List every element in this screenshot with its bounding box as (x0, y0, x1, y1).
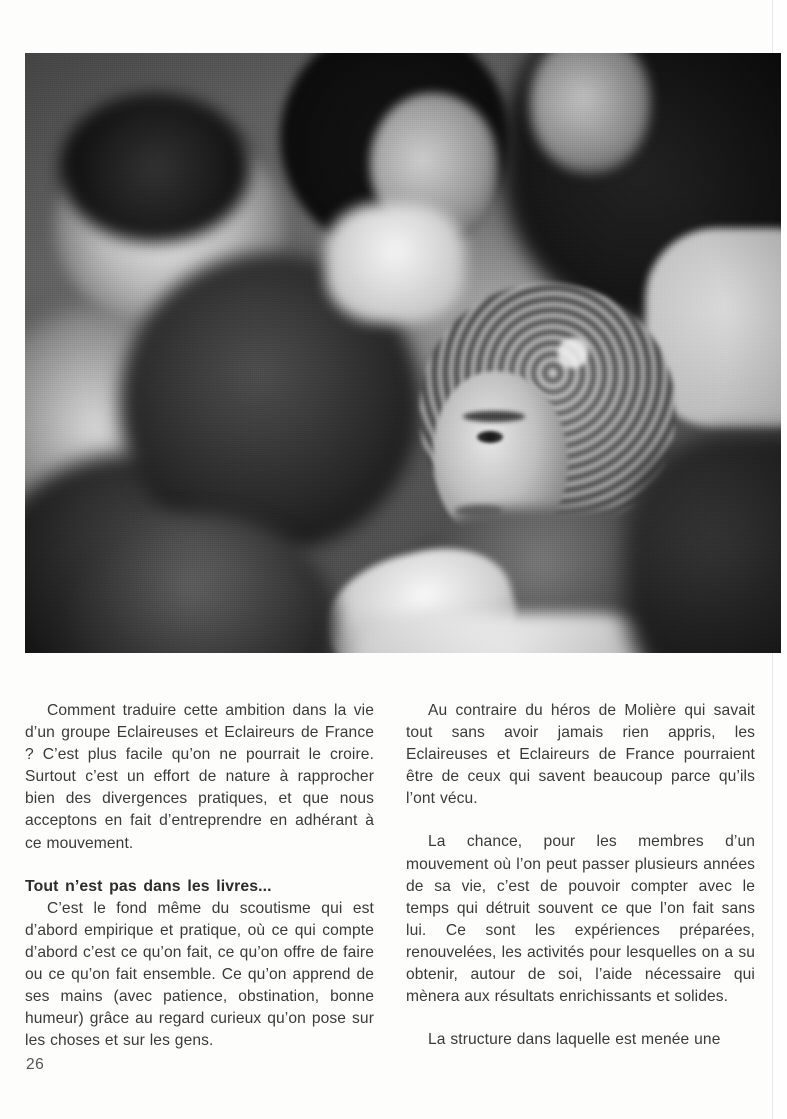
right-paragraph-2: La chance, pour les membres d’un mouvement où l’on peut passer plusieurs années de sa vie, c’est de pouvoir compter avec le temps qui détruit souvent ce que l’on fait sans lui. Ce sont les expériences préparées, renouvelées, les activités pour lesquelles on a su obtenir, autour de soi, l’aide nécessaire qui mènera aux résultats enrichissants et solides. (406, 833, 755, 1006)
right-column (406, 700, 755, 1060)
photograph (25, 53, 781, 653)
section-heading: Tout n’est pas dans les livres... (25, 877, 272, 895)
right-paragraph-3: La structure dans laquelle est menée une (428, 1031, 721, 1049)
right-paragraph-1: Au contraire du héros de Molière qui savait tout sans avoir jamais rien appris, les Eclaireuses et Eclaireurs de France pourraient être de ceux qui savent beaucoup parce qu’ils l’ont vécu. (406, 702, 755, 808)
photo-vignette (25, 53, 781, 653)
text-columns (25, 700, 781, 1060)
left-paragraph-1: Comment traduire cette ambition dans la vie d’un groupe Eclaireuses et Eclaireurs de France ? C’est plus facile qu’on ne pourrait le croire. Surtout c’est un effort de nature à rapprocher bien des divergences pratiques, et que nous acceptons en fait d’entreprendre en adhérant à ce mouvement. (25, 702, 374, 852)
page-number: 26 (26, 1056, 45, 1073)
left-column (25, 700, 374, 1060)
left-paragraph-2: C’est le fond même du scoutisme qui est d’abord empirique et pratique, où ce qui compte d’abord c’est ce qu’on fait, ce qu’on offre de faire ou ce qu’on fait ensemble. Ce qu’on apprend de ses mains (avec patience, obstination, bonne humeur) grâce au regard curieux qu’on pose sur les choses et sur les gens. (25, 899, 374, 1050)
